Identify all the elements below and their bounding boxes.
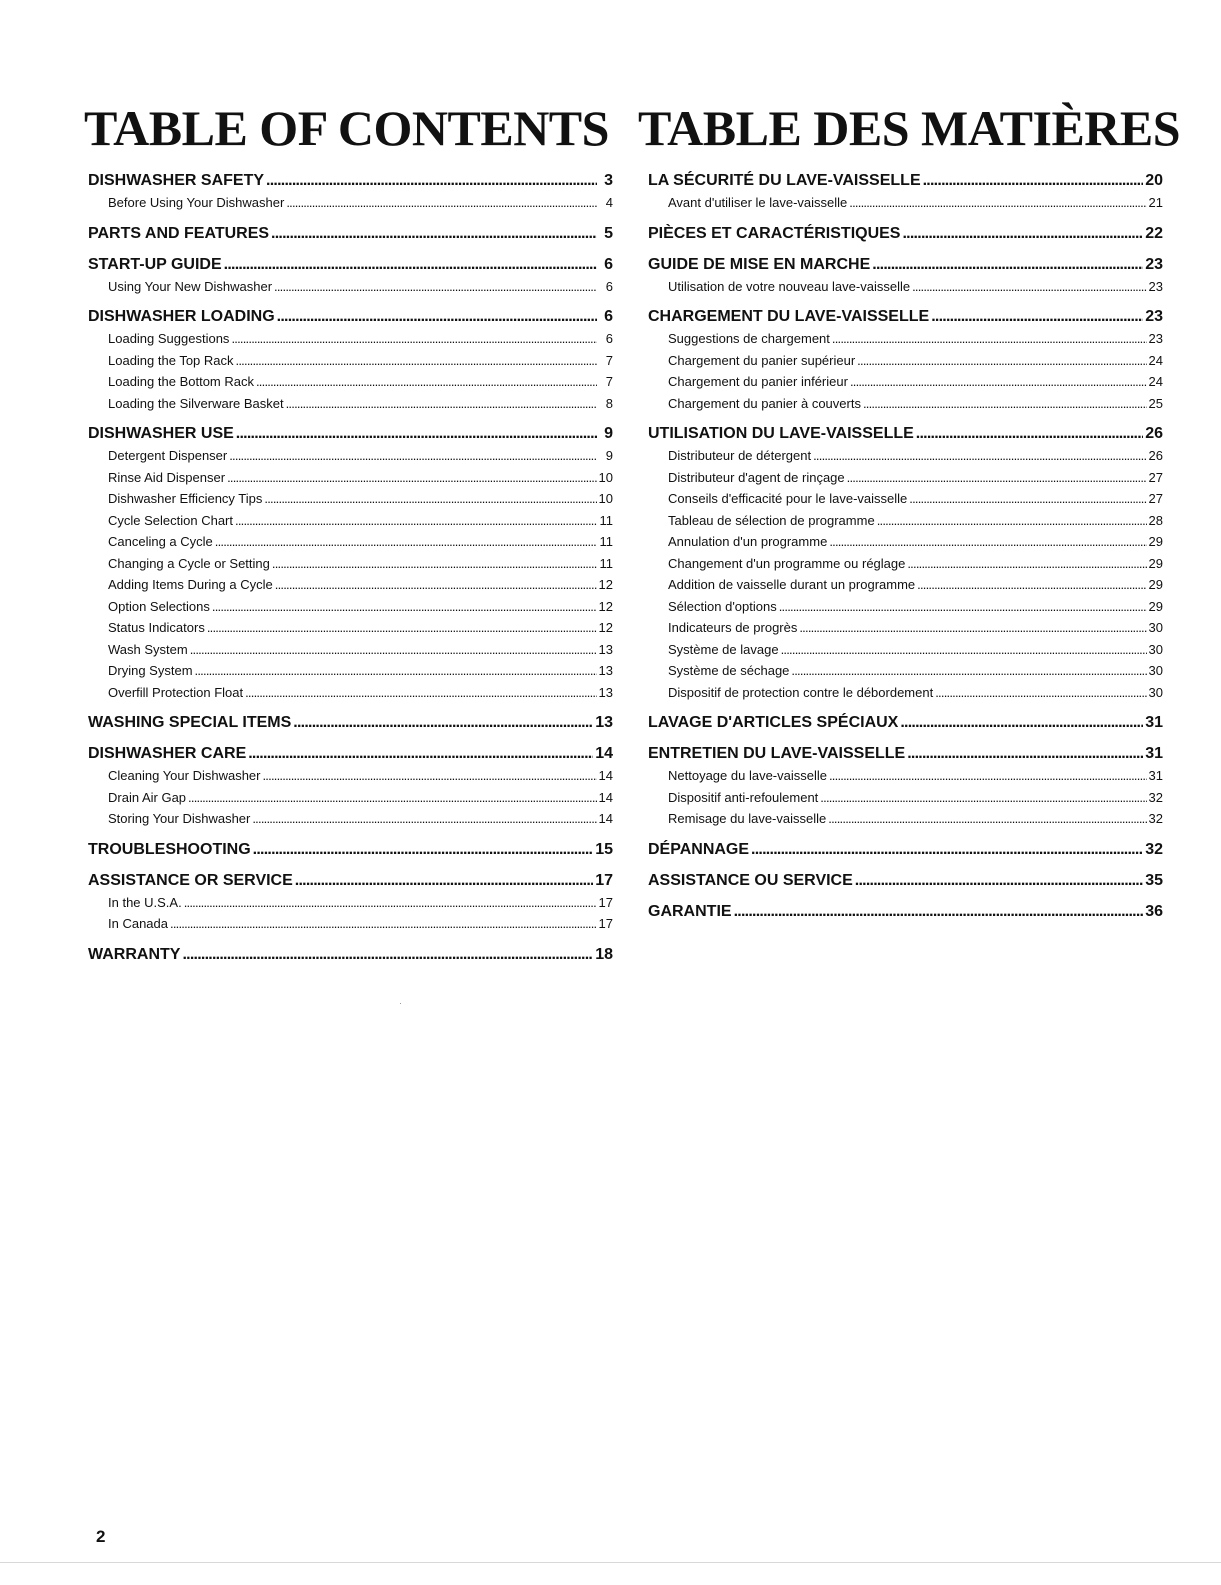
toc-subsection-entry bbox=[648, 467, 1163, 489]
toc-section-entry bbox=[648, 223, 1163, 245]
dot-leader bbox=[271, 223, 597, 245]
toc-subsection-entry bbox=[648, 488, 1163, 510]
toc-entry-page: 31 bbox=[1145, 745, 1163, 762]
toc-entry-page: 12 bbox=[598, 598, 613, 614]
toc-entry-page: 10 bbox=[598, 469, 613, 485]
dot-leader bbox=[916, 423, 1143, 445]
toc-subsection-entry bbox=[88, 787, 613, 809]
dot-leader bbox=[224, 254, 597, 276]
toc-subsection-entry bbox=[648, 328, 1163, 350]
dot-leader bbox=[907, 743, 1143, 765]
toc-subsection-entry bbox=[648, 553, 1163, 575]
toc-subsection-entry bbox=[88, 892, 613, 914]
toc-subsection-entry bbox=[88, 660, 613, 682]
toc-entry-label: DISHWASHER CARE bbox=[88, 745, 247, 762]
dot-leader bbox=[277, 306, 597, 328]
toc-entry-label: Nettoyage du lave-vaisselle bbox=[668, 768, 827, 783]
toc-entry-label: Sélection d'options bbox=[668, 598, 777, 614]
toc-entry-page: 12 bbox=[598, 620, 613, 635]
toc-entry-page: 9 bbox=[604, 425, 613, 442]
toc-subsection-entry bbox=[648, 765, 1163, 787]
toc-subsection-entry bbox=[648, 350, 1163, 372]
toc-entry-label: GUIDE DE MISE EN MARCHE bbox=[648, 255, 871, 273]
toc-subsection-entry bbox=[648, 617, 1163, 639]
toc-entry-label: Adding Items During a Cycle bbox=[108, 577, 273, 592]
toc-entry-label: Tableau de sélection de programme bbox=[668, 512, 875, 528]
toc-entry-page: 32 bbox=[1148, 811, 1163, 826]
toc-entry-label: Distributeur d'agent de rinçage bbox=[668, 469, 845, 485]
toc-subsection-entry bbox=[88, 350, 613, 372]
dot-leader bbox=[907, 553, 1146, 575]
toc-entry-page: 28 bbox=[1148, 512, 1163, 528]
toc-section-entry bbox=[648, 712, 1163, 734]
dot-leader bbox=[274, 276, 597, 298]
toc-entry-label: WARRANTY bbox=[88, 945, 181, 963]
english-toc-title: TABLE OF CONTENTS bbox=[84, 100, 609, 156]
toc-entry-page: 27 bbox=[1148, 491, 1163, 506]
toc-entry-label: WASHING SPECIAL ITEMS bbox=[88, 714, 292, 731]
toc-entry-label: Cleaning Your Dishwasher bbox=[108, 768, 261, 783]
dot-leader bbox=[832, 328, 1147, 350]
toc-entry-page: 29 bbox=[1148, 534, 1163, 549]
toc-section-entry bbox=[88, 306, 613, 328]
toc-entry-page: 17 bbox=[598, 894, 613, 910]
dot-leader bbox=[252, 808, 596, 830]
toc-subsection-entry bbox=[648, 596, 1163, 618]
toc-entry-label: Cycle Selection Chart bbox=[108, 512, 233, 528]
toc-subsection-entry bbox=[88, 808, 613, 830]
page-number: 2 bbox=[96, 1527, 106, 1546]
toc-entry-page: 18 bbox=[595, 945, 613, 963]
toc-section-entry bbox=[88, 944, 613, 966]
toc-entry-label: Rinse Aid Dispenser bbox=[108, 469, 226, 485]
dot-leader bbox=[791, 660, 1146, 682]
toc-section-entry bbox=[648, 306, 1163, 328]
toc-entry-label: Utilisation de votre nouveau lave-vaisselle bbox=[668, 278, 911, 294]
toc-entry-page: 13 bbox=[598, 684, 613, 700]
toc-section-entry bbox=[648, 743, 1163, 765]
toc-entry-page: 21 bbox=[1148, 195, 1163, 210]
toc-section-entry bbox=[648, 870, 1163, 892]
dot-leader bbox=[170, 913, 597, 935]
toc-entry-label: ASSISTANCE OU SERVICE bbox=[648, 871, 853, 889]
toc-entry-label: Canceling a Cycle bbox=[108, 534, 213, 549]
toc-subsection-entry bbox=[648, 445, 1163, 467]
dot-leader bbox=[264, 488, 596, 510]
dot-leader bbox=[751, 839, 1143, 861]
toc-subsection-entry bbox=[88, 445, 613, 467]
toc-entry-page: 23 bbox=[1145, 255, 1163, 273]
scan-edge-line bbox=[0, 1562, 1221, 1563]
toc-subsection-entry bbox=[648, 371, 1163, 393]
toc-entry-label: Using Your New Dishwasher bbox=[108, 278, 273, 294]
toc-entry-label: Système de lavage bbox=[668, 641, 779, 657]
dot-leader bbox=[935, 682, 1146, 704]
toc-subsection-entry bbox=[88, 328, 613, 350]
toc-subsection-entry bbox=[88, 488, 613, 510]
toc-subsection-entry bbox=[648, 531, 1163, 553]
dot-leader bbox=[293, 712, 593, 734]
toc-section-entry bbox=[88, 839, 613, 861]
dot-leader bbox=[262, 765, 596, 787]
toc-entry-page: 9 bbox=[605, 448, 613, 463]
toc-entry-page: 20 bbox=[1145, 172, 1163, 189]
toc-entry-label: Avant d'utiliser le lave-vaisselle bbox=[668, 195, 848, 210]
toc-subsection-entry bbox=[648, 574, 1163, 596]
toc-entry-page: 14 bbox=[595, 745, 613, 762]
french-toc-title: TABLE DES MATIÈRES bbox=[638, 100, 1181, 156]
toc-subsection-entry bbox=[648, 787, 1163, 809]
toc-entry-page: 7 bbox=[605, 374, 613, 389]
toc-entry-label: Dispositif anti-refoulement bbox=[668, 789, 819, 805]
toc-entry-page: 3 bbox=[604, 172, 613, 189]
toc-entry-label: ASSISTANCE OR SERVICE bbox=[88, 871, 293, 889]
toc-section-entry bbox=[88, 743, 613, 765]
toc-entry-page: 5 bbox=[604, 224, 613, 242]
toc-entry-page: 10 bbox=[598, 491, 613, 506]
dot-leader bbox=[231, 328, 597, 350]
toc-entry-page: 29 bbox=[1148, 555, 1163, 571]
dot-leader bbox=[235, 510, 597, 532]
toc-entry-label: Chargement du panier à couverts bbox=[668, 395, 861, 411]
toc-entry-label: Detergent Dispenser bbox=[108, 448, 228, 463]
toc-entry-page: 15 bbox=[595, 840, 613, 858]
toc-entry-label: In Canada bbox=[108, 916, 168, 931]
toc-subsection-entry bbox=[648, 639, 1163, 661]
toc-entry-page: 35 bbox=[1145, 871, 1163, 889]
toc-entry-page: 11 bbox=[599, 512, 613, 528]
toc-subsection-entry bbox=[88, 617, 613, 639]
toc-section-entry bbox=[88, 223, 613, 245]
toc-entry-page: 24 bbox=[1148, 374, 1163, 389]
toc-entry-page: 27 bbox=[1148, 469, 1163, 485]
toc-section-entry bbox=[88, 423, 613, 445]
dot-leader bbox=[829, 765, 1147, 787]
toc-entry-page: 23 bbox=[1148, 278, 1163, 294]
toc-entry-label: Dispositif de protection contre le débordement bbox=[668, 684, 934, 700]
dot-leader bbox=[215, 531, 597, 553]
toc-entry-label: GARANTIE bbox=[648, 902, 732, 920]
dot-leader bbox=[248, 743, 593, 765]
toc-entry-page: 36 bbox=[1145, 902, 1163, 920]
toc-section-entry bbox=[88, 254, 613, 276]
dot-leader bbox=[829, 531, 1146, 553]
toc-entry-label: DISHWASHER SAFETY bbox=[88, 172, 265, 189]
toc-entry-page: 11 bbox=[599, 555, 613, 571]
toc-entry-label: Before Using Your Dishwasher bbox=[108, 195, 285, 210]
toc-entry-page: 23 bbox=[1148, 331, 1163, 346]
toc-entry-page: 6 bbox=[605, 278, 613, 294]
toc-entry-page: 14 bbox=[598, 768, 613, 783]
dot-leader bbox=[779, 596, 1147, 618]
dot-leader bbox=[857, 350, 1146, 372]
toc-entry-label: DÉPANNAGE bbox=[648, 840, 750, 858]
toc-subsection-entry bbox=[88, 531, 613, 553]
dot-leader bbox=[266, 170, 597, 192]
english-toc-entries bbox=[88, 170, 613, 966]
toc-entry-label: START-UP GUIDE bbox=[88, 255, 222, 273]
toc-subsection-entry bbox=[88, 765, 613, 787]
dot-leader bbox=[877, 510, 1147, 532]
toc-entry-label: Dishwasher Efficiency Tips bbox=[108, 491, 263, 506]
dot-leader bbox=[850, 371, 1147, 393]
toc-entry-page: 26 bbox=[1145, 425, 1163, 442]
toc-entry-label: Loading the Top Rack bbox=[108, 352, 234, 368]
dot-leader bbox=[184, 892, 597, 914]
toc-entry-page: 22 bbox=[1145, 224, 1163, 242]
dot-leader bbox=[872, 254, 1143, 276]
dot-leader bbox=[820, 787, 1146, 809]
english-toc bbox=[84, 100, 613, 966]
dot-leader bbox=[236, 423, 597, 445]
toc-subsection-entry bbox=[88, 574, 613, 596]
toc-entry-page: 8 bbox=[605, 395, 613, 411]
toc-entry-label: LAVAGE D'ARTICLES SPÉCIAUX bbox=[648, 714, 899, 731]
toc-subsection-entry bbox=[88, 192, 613, 214]
toc-entry-label: Drying System bbox=[108, 663, 193, 678]
toc-entry-label: CHARGEMENT DU LAVE-VAISSELLE bbox=[648, 308, 930, 325]
toc-entry-label: Wash System bbox=[108, 641, 188, 657]
toc-entry-page: 6 bbox=[605, 331, 613, 346]
toc-subsection-entry bbox=[648, 393, 1163, 415]
dot-leader bbox=[195, 660, 597, 682]
dot-leader bbox=[900, 712, 1143, 734]
dot-leader bbox=[295, 870, 593, 892]
dot-leader bbox=[909, 488, 1146, 510]
toc-subsection-entry bbox=[88, 510, 613, 532]
toc-entry-label: Chargement du panier inférieur bbox=[668, 374, 848, 389]
dot-leader bbox=[863, 393, 1147, 415]
toc-section-entry bbox=[648, 901, 1163, 923]
dot-leader bbox=[847, 467, 1147, 489]
toc-entry-page: 24 bbox=[1148, 352, 1163, 368]
toc-subsection-entry bbox=[88, 371, 613, 393]
dot-leader bbox=[188, 787, 596, 809]
toc-entry-label: DISHWASHER USE bbox=[88, 425, 234, 442]
toc-entry-label: Loading Suggestions bbox=[108, 331, 230, 346]
dot-leader bbox=[286, 393, 597, 415]
toc-entry-page: 13 bbox=[598, 663, 613, 678]
toc-entry-page: 30 bbox=[1148, 620, 1163, 635]
toc-entry-page: 31 bbox=[1145, 714, 1163, 731]
toc-subsection-entry bbox=[88, 553, 613, 575]
toc-entry-label: Distributeur de détergent bbox=[668, 448, 812, 463]
toc-entry-page: 14 bbox=[598, 789, 613, 805]
dot-leader bbox=[931, 306, 1143, 328]
toc-entry-label: Loading the Bottom Rack bbox=[108, 374, 254, 389]
toc-subsection-entry bbox=[88, 913, 613, 935]
dot-leader bbox=[799, 617, 1146, 639]
dot-leader bbox=[207, 617, 597, 639]
toc-entry-label: Chargement du panier supérieur bbox=[668, 352, 856, 368]
toc-entry-page: 13 bbox=[598, 641, 613, 657]
toc-subsection-entry bbox=[88, 393, 613, 415]
toc-entry-page: 11 bbox=[599, 534, 613, 549]
toc-entry-label: PIÈCES ET CARACTÉRISTIQUES bbox=[648, 224, 901, 242]
dot-leader bbox=[917, 574, 1146, 596]
toc-section-entry bbox=[648, 423, 1163, 445]
toc-entry-page: 14 bbox=[598, 811, 613, 826]
toc-entry-label: TROUBLESHOOTING bbox=[88, 840, 251, 858]
scan-speck bbox=[400, 1003, 401, 1004]
toc-entry-label: Changement d'un programme ou réglage bbox=[668, 555, 906, 571]
dot-leader bbox=[275, 574, 597, 596]
toc-entry-label: PARTS AND FEATURES bbox=[88, 224, 270, 242]
toc-entry-label: Indicateurs de progrès bbox=[668, 620, 798, 635]
toc-entry-page: 7 bbox=[605, 352, 613, 368]
toc-subsection-entry bbox=[648, 682, 1163, 704]
toc-entry-label: Système de séchage bbox=[668, 663, 790, 678]
toc-entry-page: 25 bbox=[1148, 395, 1163, 411]
toc-entry-page: 13 bbox=[595, 714, 613, 731]
toc-subsection-entry bbox=[88, 682, 613, 704]
toc-entry-label: Status Indicators bbox=[108, 620, 205, 635]
toc-entry-label: In the U.S.A. bbox=[108, 894, 182, 910]
dot-leader bbox=[855, 870, 1143, 892]
toc-entry-label: UTILISATION DU LAVE-VAISSELLE bbox=[648, 425, 914, 442]
toc-entry-page: 30 bbox=[1148, 641, 1163, 657]
dot-leader bbox=[828, 808, 1146, 830]
dot-leader bbox=[182, 944, 593, 966]
toc-subsection-entry bbox=[648, 276, 1163, 298]
toc-section-entry bbox=[88, 870, 613, 892]
toc-entry-label: Remisage du lave-vaisselle bbox=[668, 811, 827, 826]
dot-leader bbox=[272, 553, 597, 575]
toc-entry-page: 6 bbox=[604, 255, 613, 273]
french-toc bbox=[638, 100, 1181, 923]
toc-entry-page: 30 bbox=[1148, 684, 1163, 700]
toc-entry-page: 32 bbox=[1148, 789, 1163, 805]
toc-entry-page: 17 bbox=[595, 871, 613, 889]
toc-entry-label: Drain Air Gap bbox=[108, 789, 187, 805]
dot-leader bbox=[286, 192, 597, 214]
toc-entry-page: 29 bbox=[1148, 577, 1163, 592]
toc-subsection-entry bbox=[648, 808, 1163, 830]
dot-leader bbox=[212, 596, 597, 618]
dot-leader bbox=[253, 839, 594, 861]
toc-entry-label: Addition de vaisselle durant un programme bbox=[668, 577, 916, 592]
dot-leader bbox=[229, 445, 597, 467]
dot-leader bbox=[245, 682, 596, 704]
dot-leader bbox=[236, 350, 597, 372]
toc-entry-label: Suggestions de chargement bbox=[668, 331, 830, 346]
dot-leader bbox=[734, 901, 1144, 923]
toc-entry-label: Storing Your Dishwasher bbox=[108, 811, 251, 826]
toc-entry-page: 31 bbox=[1148, 768, 1163, 783]
dot-leader bbox=[923, 170, 1144, 192]
toc-entry-label: Changing a Cycle or Setting bbox=[108, 555, 270, 571]
toc-subsection-entry bbox=[648, 510, 1163, 532]
toc-entry-label: LA SÉCURITÉ DU LAVE-VAISSELLE bbox=[648, 172, 921, 189]
toc-entry-label: Annulation d'un programme bbox=[668, 534, 828, 549]
toc-entry-label: Conseils d'efficacité pour le lave-vaisselle bbox=[668, 491, 908, 506]
toc-entry-page: 23 bbox=[1145, 308, 1163, 325]
dot-leader bbox=[781, 639, 1147, 661]
toc-entry-page: 32 bbox=[1145, 840, 1163, 858]
dot-leader bbox=[813, 445, 1146, 467]
toc-entry-page: 6 bbox=[604, 308, 613, 325]
toc-section-entry bbox=[648, 839, 1163, 861]
dot-leader bbox=[190, 639, 597, 661]
toc-entry-label: Loading the Silverware Basket bbox=[108, 395, 284, 411]
toc-subsection-entry bbox=[88, 276, 613, 298]
toc-subsection-entry bbox=[648, 192, 1163, 214]
toc-subsection-entry bbox=[648, 660, 1163, 682]
toc-entry-label: ENTRETIEN DU LAVE-VAISSELLE bbox=[648, 745, 906, 762]
toc-subsection-entry bbox=[88, 639, 613, 661]
toc-entry-page: 17 bbox=[598, 916, 613, 931]
dot-leader bbox=[849, 192, 1146, 214]
toc-entry-page: 29 bbox=[1148, 598, 1163, 614]
toc-entry-label: DISHWASHER LOADING bbox=[88, 308, 275, 325]
toc-entry-label: Option Selections bbox=[108, 598, 210, 614]
toc-entry-page: 4 bbox=[605, 195, 613, 210]
dot-leader bbox=[256, 371, 597, 393]
dot-leader bbox=[912, 276, 1146, 298]
toc-subsection-entry bbox=[88, 467, 613, 489]
toc-section-entry bbox=[88, 712, 613, 734]
toc-section-entry bbox=[88, 170, 613, 192]
toc-entry-page: 30 bbox=[1148, 663, 1163, 678]
dot-leader bbox=[227, 467, 596, 489]
toc-section-entry bbox=[648, 170, 1163, 192]
toc-entry-page: 26 bbox=[1148, 448, 1163, 463]
toc-section-entry bbox=[648, 254, 1163, 276]
toc-entry-label: Overfill Protection Float bbox=[108, 684, 244, 700]
french-toc-entries bbox=[648, 170, 1163, 923]
toc-entry-page: 12 bbox=[598, 577, 613, 592]
dot-leader bbox=[902, 223, 1143, 245]
toc-subsection-entry bbox=[88, 596, 613, 618]
